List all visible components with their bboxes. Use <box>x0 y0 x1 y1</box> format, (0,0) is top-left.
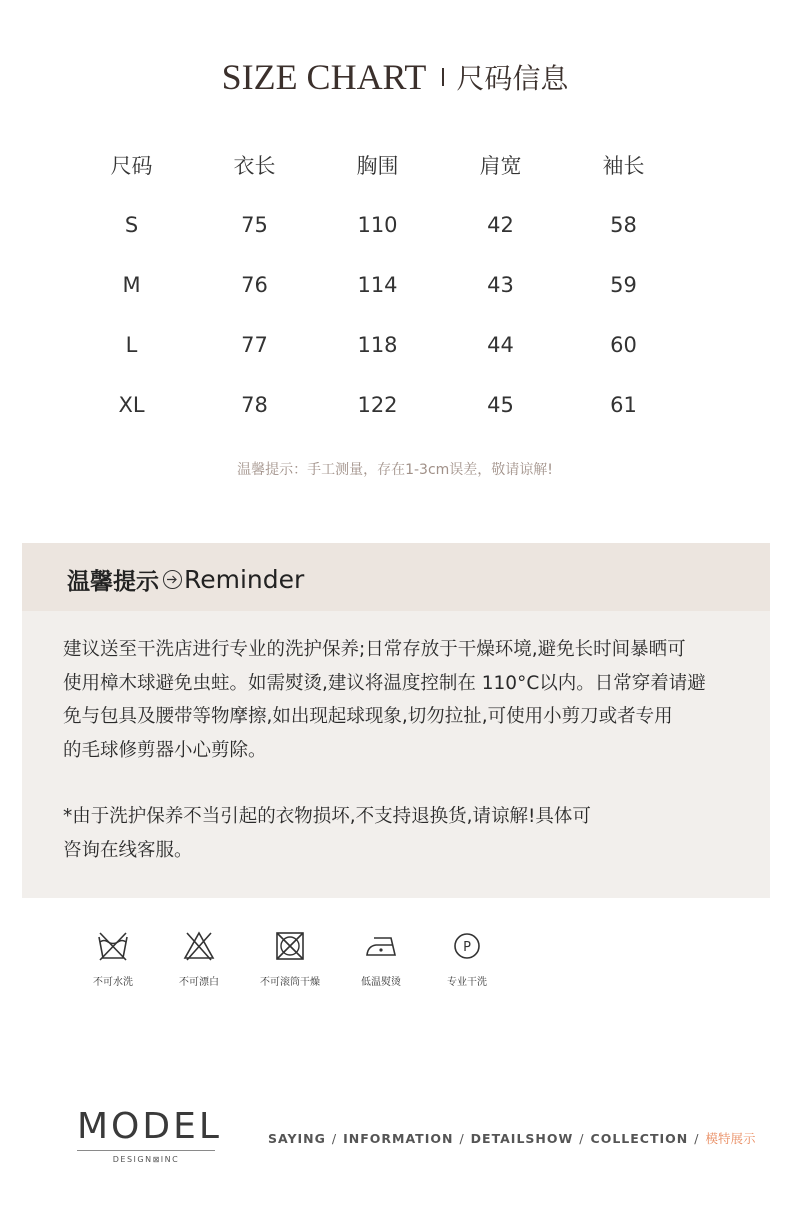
care-advice-line: 使用樟木球避免虫蛀。如需熨烫,建议将温度控制在 110°C以内。日常穿着请避 <box>63 672 706 694</box>
care-advice <box>63 633 743 767</box>
nav-separator: / <box>331 1131 338 1146</box>
size-chart-title <box>0 56 790 98</box>
care-advice-line: 的毛球修剪器小心剪除。 <box>63 739 267 761</box>
care-label: 专业干洗 <box>447 977 487 988</box>
nav-saying: SAYING <box>268 1131 326 1146</box>
disclaimer-line: 咨询在线客服。 <box>63 839 193 861</box>
table-cell: 114 <box>357 273 398 297</box>
care-item-dry-clean <box>424 928 510 988</box>
measurement-note: 温馨提示：手工测量，存在1-3cm误差，敬请谅解! <box>237 462 553 478</box>
svg-text:P: P <box>463 940 471 955</box>
table-row <box>70 315 685 375</box>
table-row <box>70 255 685 315</box>
return-disclaimer <box>63 800 743 867</box>
table-cell: 42 <box>487 213 514 237</box>
table-cell: 45 <box>487 393 514 417</box>
care-item-no-tumble-dry <box>242 928 338 988</box>
table-cell: L <box>125 333 138 357</box>
table-cell: M <box>122 273 141 297</box>
header-cell: 尺码 <box>110 154 153 178</box>
header-cell: 衣长 <box>233 154 276 178</box>
table-cell: XL <box>118 393 145 417</box>
header-cell: 袖长 <box>602 154 645 178</box>
reminder-title <box>67 563 304 596</box>
logo-subtitle: DESIGN⊠INC <box>112 1155 180 1164</box>
table-header-row <box>70 135 685 195</box>
table-cell: 122 <box>357 393 398 417</box>
title-english: SIZE CHART <box>221 57 427 97</box>
care-item-low-iron <box>338 928 424 988</box>
table-cell: 59 <box>610 273 637 297</box>
nav-separator: / <box>694 1131 700 1146</box>
care-label: 低温熨烫 <box>361 977 401 988</box>
nav-separator: / <box>579 1131 585 1146</box>
header-cell: 胸围 <box>356 154 399 178</box>
title-chinese: 尺码信息 <box>456 62 569 95</box>
reminder-header <box>22 543 770 611</box>
table-cell: 43 <box>487 273 514 297</box>
care-advice-line: 免与包具及腰带等物摩擦,如出现起球现象,切勿拉扯,可使用小剪刀或者专用 <box>63 706 673 727</box>
header-cell: 肩宽 <box>479 154 522 178</box>
title-divider <box>442 68 444 86</box>
care-item-no-wash <box>70 928 156 988</box>
care-advice-line: 建议送至干洗店进行专业的洗护保养;日常存放于干燥环境,避免长时间暴晒可 <box>63 639 686 660</box>
nav-information: INFORMATION <box>343 1131 454 1146</box>
care-icons-row <box>70 928 510 988</box>
table-cell: 77 <box>241 333 268 357</box>
table-cell: 75 <box>241 213 268 237</box>
no-wash-icon <box>95 928 131 964</box>
table-cell: S <box>124 213 139 237</box>
table-cell: 78 <box>241 393 268 417</box>
logo-divider <box>77 1150 215 1151</box>
size-table <box>70 135 685 435</box>
no-tumble-dry-icon <box>272 928 308 964</box>
table-cell: 118 <box>357 333 398 357</box>
logo-wordmark: MODEL <box>77 1106 222 1147</box>
nav-model-show: 模特展示 <box>705 1131 756 1146</box>
table-row <box>70 195 685 255</box>
care-label: 不可滚筒干燥 <box>260 977 320 988</box>
table-cell: 61 <box>610 393 637 417</box>
nav-collection: COLLECTION <box>590 1131 689 1146</box>
table-cell: 76 <box>241 273 268 297</box>
table-cell: 44 <box>487 333 514 357</box>
no-bleach-icon <box>181 928 217 964</box>
table-row <box>70 375 685 435</box>
reminder-title-en: Reminder <box>184 565 305 594</box>
nav-separator: / <box>459 1131 465 1146</box>
reminder-panel <box>22 543 770 898</box>
care-label: 不可漂白 <box>179 977 219 988</box>
table-cell: 110 <box>357 213 398 237</box>
reminder-body <box>63 633 743 867</box>
care-label: 不可水洗 <box>93 977 133 988</box>
care-item-no-bleach <box>156 928 242 988</box>
nav-detailshow: DETAILSHOW <box>470 1131 574 1146</box>
section-nav <box>268 1129 755 1147</box>
reminder-title-cn: 温馨提示 <box>67 569 159 595</box>
low-iron-icon <box>363 928 399 964</box>
dry-clean-icon <box>449 928 485 964</box>
disclaimer-line: *由于洗护保养不当引起的衣物损坏,不支持退换货,请谅解!具体可 <box>63 806 591 827</box>
table-cell: 58 <box>610 213 637 237</box>
table-cell: 60 <box>610 333 637 357</box>
arrow-right-icon <box>163 570 182 589</box>
model-logo <box>77 1106 222 1164</box>
